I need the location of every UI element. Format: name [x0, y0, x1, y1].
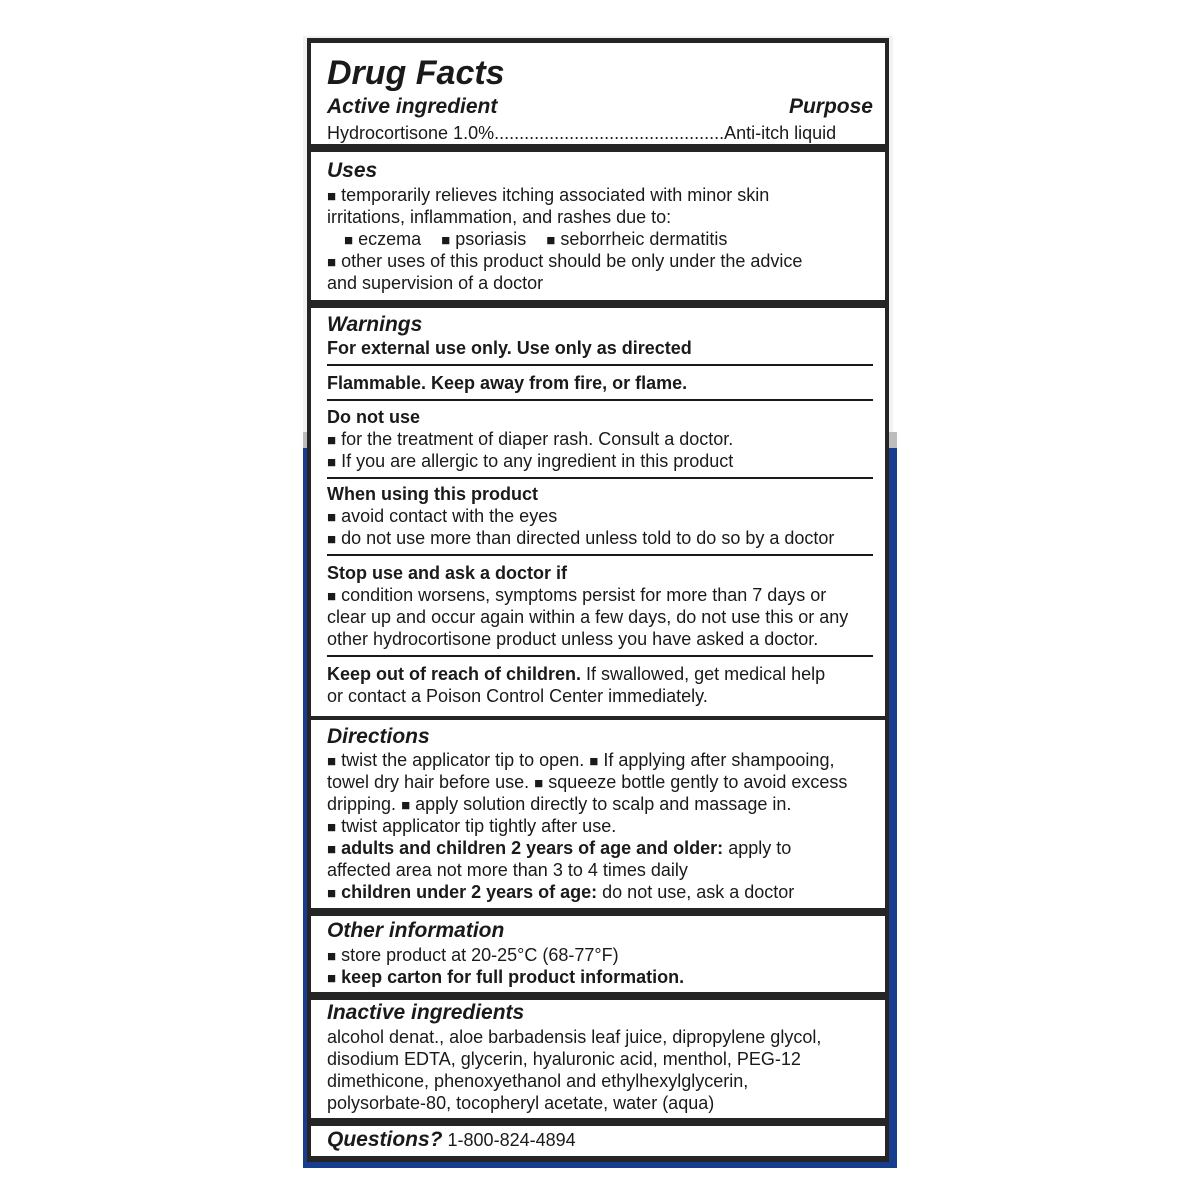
directions-line-2: towel dry hair before use. ■ squeeze bottle gently to avoid excess: [327, 772, 848, 792]
drug-facts-label: [307, 38, 889, 1162]
bullet-icon: ■: [327, 948, 337, 965]
bullet-icon: ■: [327, 454, 337, 471]
keep-out-line-1: Keep out of reach of children. If swallowed, get medical help: [327, 664, 826, 684]
bullet-icon: ■: [546, 232, 556, 249]
do-not-use-item: ■ for the treatment of diaper rash. Consult a doctor.: [327, 429, 734, 449]
condition-item: seborrheic dermatitis: [560, 229, 728, 249]
questions-line: [327, 1129, 576, 1151]
bullet-icon: ■: [344, 232, 354, 249]
bullet-icon: ■: [401, 797, 411, 814]
inactive-ingredients-section: [311, 1000, 885, 1118]
bullet-icon: ■: [327, 531, 337, 548]
leader-dots: ..............................................: [494, 123, 725, 143]
bullet-icon: ■: [327, 885, 337, 902]
bullet-icon: ■: [327, 254, 337, 271]
stop-use-line-1: ■ condition worsens, symptoms persist for more than 7 days or: [327, 585, 827, 605]
when-using-item: ■ do not use more than directed unless told to do so by a doctor: [327, 528, 835, 548]
inactive-ingredients-heading: Inactive ingredients: [327, 1001, 525, 1024]
inactive-ingredients-line: dimethicone, phenoxyethanol and ethylhexylglycerin,: [327, 1071, 749, 1091]
uses-line-4: and supervision of a doctor: [327, 273, 544, 293]
bullet-icon: ■: [327, 509, 337, 526]
uses-conditions: [344, 228, 727, 252]
active-ingredient-section: [311, 43, 885, 144]
warnings-heading: Warnings: [327, 313, 423, 336]
bullet-icon: ■: [327, 819, 337, 836]
bullet-icon: ■: [589, 753, 599, 770]
when-using-heading: When using this product: [327, 484, 538, 504]
active-ingredient-name: Hydrocortisone 1.0%: [327, 123, 495, 143]
stop-use-line-2: clear up and occur again within a few days, do not use this or any: [327, 607, 849, 627]
questions-heading: Questions?: [327, 1128, 443, 1151]
purpose-heading: Purpose: [788, 95, 873, 118]
when-using-item: ■ avoid contact with the eyes: [327, 506, 558, 526]
inactive-ingredients-line: polysorbate-80, tocopheryl acetate, water (aqua): [327, 1093, 715, 1113]
flammable-warning: Flammable. Keep away from fire, or flame.: [327, 373, 688, 393]
inactive-ingredients-line: alcohol denat., aloe barbadensis leaf juice, dipropylene glycol,: [327, 1027, 822, 1047]
inactive-ingredients-line: disodium EDTA, glycerin, hyaluronic acid, menthol, PEG-12: [327, 1049, 801, 1069]
directions-line-7: ■ children under 2 years of age: do not use, ask a doctor: [327, 882, 795, 902]
bullet-icon: ■: [327, 970, 337, 987]
drug-facts-title: Drug Facts: [327, 54, 505, 92]
other-information-line-2: ■ keep carton for full product information.: [327, 967, 685, 987]
bullet-icon: ■: [327, 432, 337, 449]
uses-line-3: ■ other uses of this product should be only under the advice: [327, 251, 803, 271]
active-ingredient-line: [327, 122, 836, 144]
uses-heading: Uses: [327, 159, 378, 182]
directions-section: [311, 720, 885, 908]
active-ingredient-purpose: Anti-itch liquid: [724, 123, 837, 143]
divider: [327, 554, 873, 556]
keep-out-line-2: or contact a Poison Control Center immediately.: [327, 686, 708, 706]
directions-line-5: ■ adults and children 2 years of age and older: apply to: [327, 838, 792, 858]
questions-section: [311, 1126, 885, 1156]
stop-use-line-3: other hydrocortisone product unless you have asked a doctor.: [327, 629, 819, 649]
bullet-icon: ■: [534, 775, 544, 792]
phone-number: 1-800-824-4894: [447, 1130, 576, 1150]
other-information-line-1: ■ store product at 20-25°C (68-77°F): [327, 945, 619, 965]
bullet-icon: ■: [327, 588, 337, 605]
directions-line-4: ■ twist applicator tip tightly after use.: [327, 816, 617, 836]
directions-heading: Directions: [327, 725, 430, 748]
bullet-icon: ■: [327, 841, 337, 858]
other-information-heading: Other information: [327, 919, 505, 942]
warnings-section: [311, 308, 885, 716]
condition-item: eczema: [358, 229, 422, 249]
stop-use-heading: Stop use and ask a doctor if: [327, 563, 568, 583]
condition-item: psoriasis: [455, 229, 527, 249]
bullet-icon: ■: [327, 188, 337, 205]
directions-line-1: ■ twist the applicator tip to open. ■ If applying after shampooing,: [327, 750, 835, 770]
uses-line-2: irritations, inflammation, and rashes due to:: [327, 207, 672, 227]
bullet-icon: ■: [327, 753, 337, 770]
external-use-warning: For external use only. Use only as directed: [327, 338, 692, 358]
active-ingredient-heading: Active ingredient: [327, 95, 498, 118]
bullet-icon: ■: [441, 232, 451, 249]
other-information-section: [311, 916, 885, 992]
divider: [327, 655, 873, 657]
uses-line-1: ■ temporarily relieves itching associated with minor skin: [327, 185, 770, 205]
divider: [327, 364, 873, 366]
directions-line-3: dripping. ■ apply solution directly to scalp and massage in.: [327, 794, 792, 814]
do-not-use-item: ■ If you are allergic to any ingredient in this product: [327, 451, 734, 471]
do-not-use-heading: Do not use: [327, 407, 420, 427]
divider: [327, 477, 873, 479]
uses-section: [311, 152, 885, 300]
divider: [327, 399, 873, 401]
directions-line-6: affected area not more than 3 to 4 times daily: [327, 860, 688, 880]
